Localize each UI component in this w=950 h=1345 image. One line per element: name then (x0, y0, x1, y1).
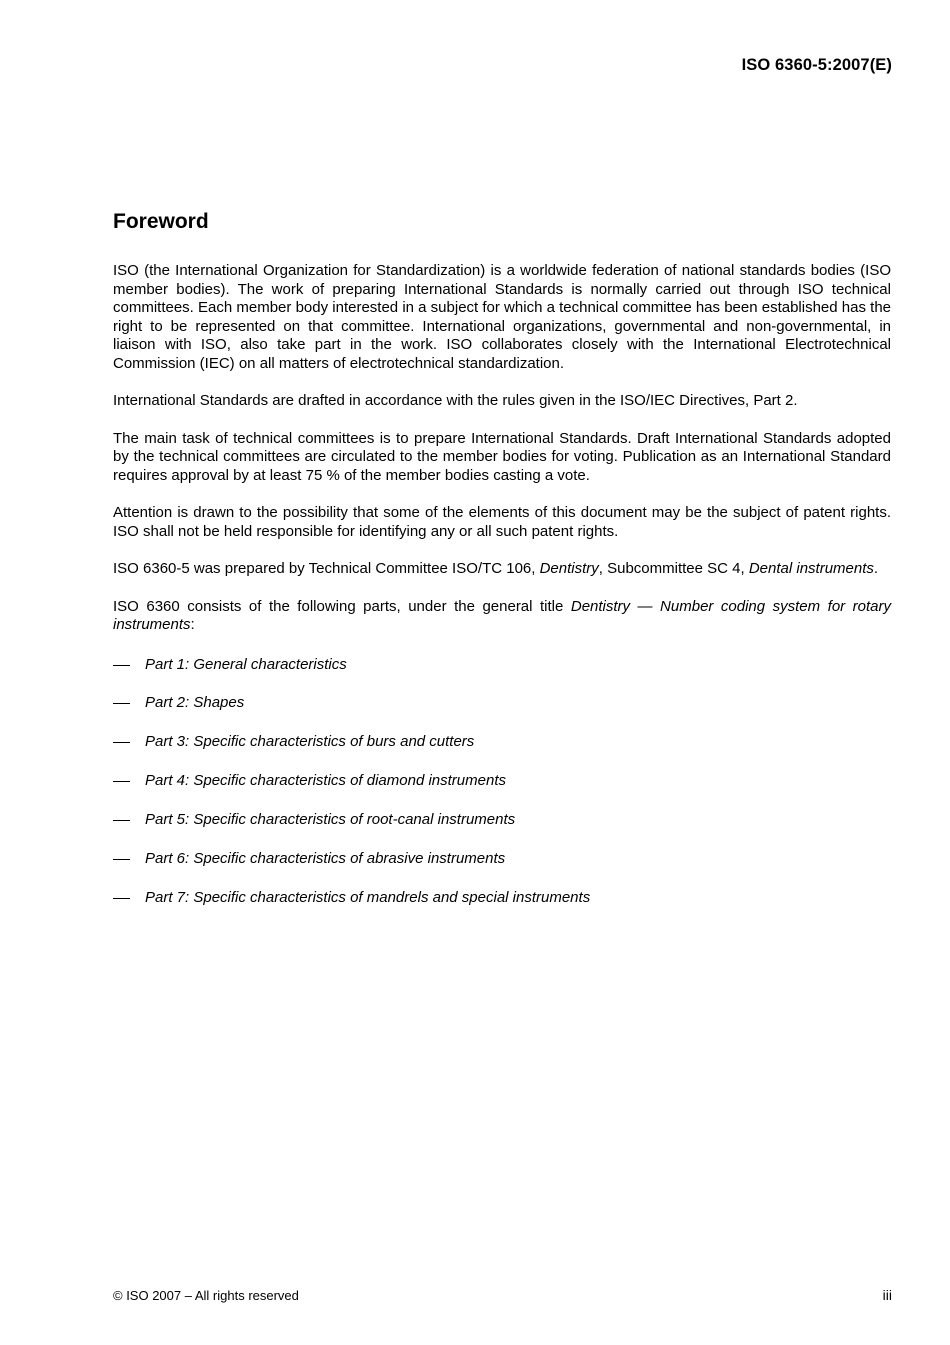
list-item (113, 811, 891, 830)
list-item (113, 656, 891, 675)
copyright-notice: © ISO 2007 – All rights reserved (113, 1288, 299, 1303)
part-title: Part 3: Specific characteristics of burs and cutters (145, 733, 475, 751)
list-item (113, 733, 891, 752)
part-title: Part 5: Specific characteristics of root-canal instruments (145, 811, 516, 829)
document-id: ISO 6360-5:2007(E) (741, 56, 892, 74)
dash-bullet (113, 703, 130, 704)
dash-bullet (113, 742, 130, 743)
dash-bullet (113, 820, 130, 821)
parts-intro-text-1: ISO 6360 consists of the following parts, under the general title (113, 597, 571, 615)
paragraph-patent-rights: Attention is drawn to the possibility that some of the elements of this document may be the subject of patent rights. ISO shall not be held responsible for identifying any or all such patent rights. (113, 504, 891, 540)
page-number: iii (882, 1287, 892, 1303)
dash-bullet (113, 898, 130, 899)
dash-bullet (113, 859, 130, 860)
committee-name: Dentistry (539, 560, 599, 577)
prepared-by-text-3: . (873, 560, 879, 577)
list-item (113, 694, 891, 713)
paragraph-technical-committees: The main task of technical committees is to prepare International Standards. Draft International Standards adopted by the technical committees are circulated to the member bodies for voting. Publication as an International Standard requires approval by at least 75 % of the member bodies casting a vote. (113, 429, 891, 484)
part-title: Part 1: General characteristics (145, 655, 347, 673)
part-title: Part 2: Shapes (145, 694, 245, 712)
part-title: Part 6: Specific characteristics of abrasive instruments (145, 849, 506, 867)
foreword-section (113, 208, 891, 928)
prepared-by-text-1: ISO 6360-5 was prepared by Technical Committee ISO/TC 106, (113, 560, 540, 577)
parts-list (113, 656, 891, 908)
general-title: Dentistry — Number coding system for rotary instruments (113, 597, 892, 633)
paragraph-iso-intro: ISO (the International Organization for Standardization) is a worldwide federation of national standards bodies (ISO member bodies). The work of preparing International Standards is normally carried out through ISO technical committees. Each member body interested in a subject for which a technical committee has been established has the right to be represented on that committee. International organizations, governmental and non-governmental, in liaison with ISO, also take part in the work. ISO collaborates closely with the International Electrotechnical Commission (IEC) on all matters of electrotechnical standardization. (113, 262, 891, 372)
parts-intro-text-2: : (190, 616, 195, 633)
paragraph-directives: International Standards are drafted in accordance with the rules given in the ISO/IEC Directives, Part 2. (113, 392, 798, 409)
list-item (113, 889, 891, 908)
part-title: Part 4: Specific characteristics of diamond instruments (145, 772, 506, 790)
subcommittee-name: Dental instruments (748, 560, 874, 577)
page-title: Foreword (113, 210, 209, 233)
list-item (113, 850, 891, 869)
dash-bullet (113, 781, 130, 782)
list-item (113, 772, 891, 791)
prepared-by-text-2: , Subcommittee SC 4, (598, 560, 749, 577)
dash-bullet (113, 665, 130, 666)
paragraph-parts-intro (113, 598, 891, 635)
paragraph-prepared-by (113, 560, 891, 579)
part-title: Part 7: Specific characteristics of mandrels and special instruments (145, 888, 591, 906)
